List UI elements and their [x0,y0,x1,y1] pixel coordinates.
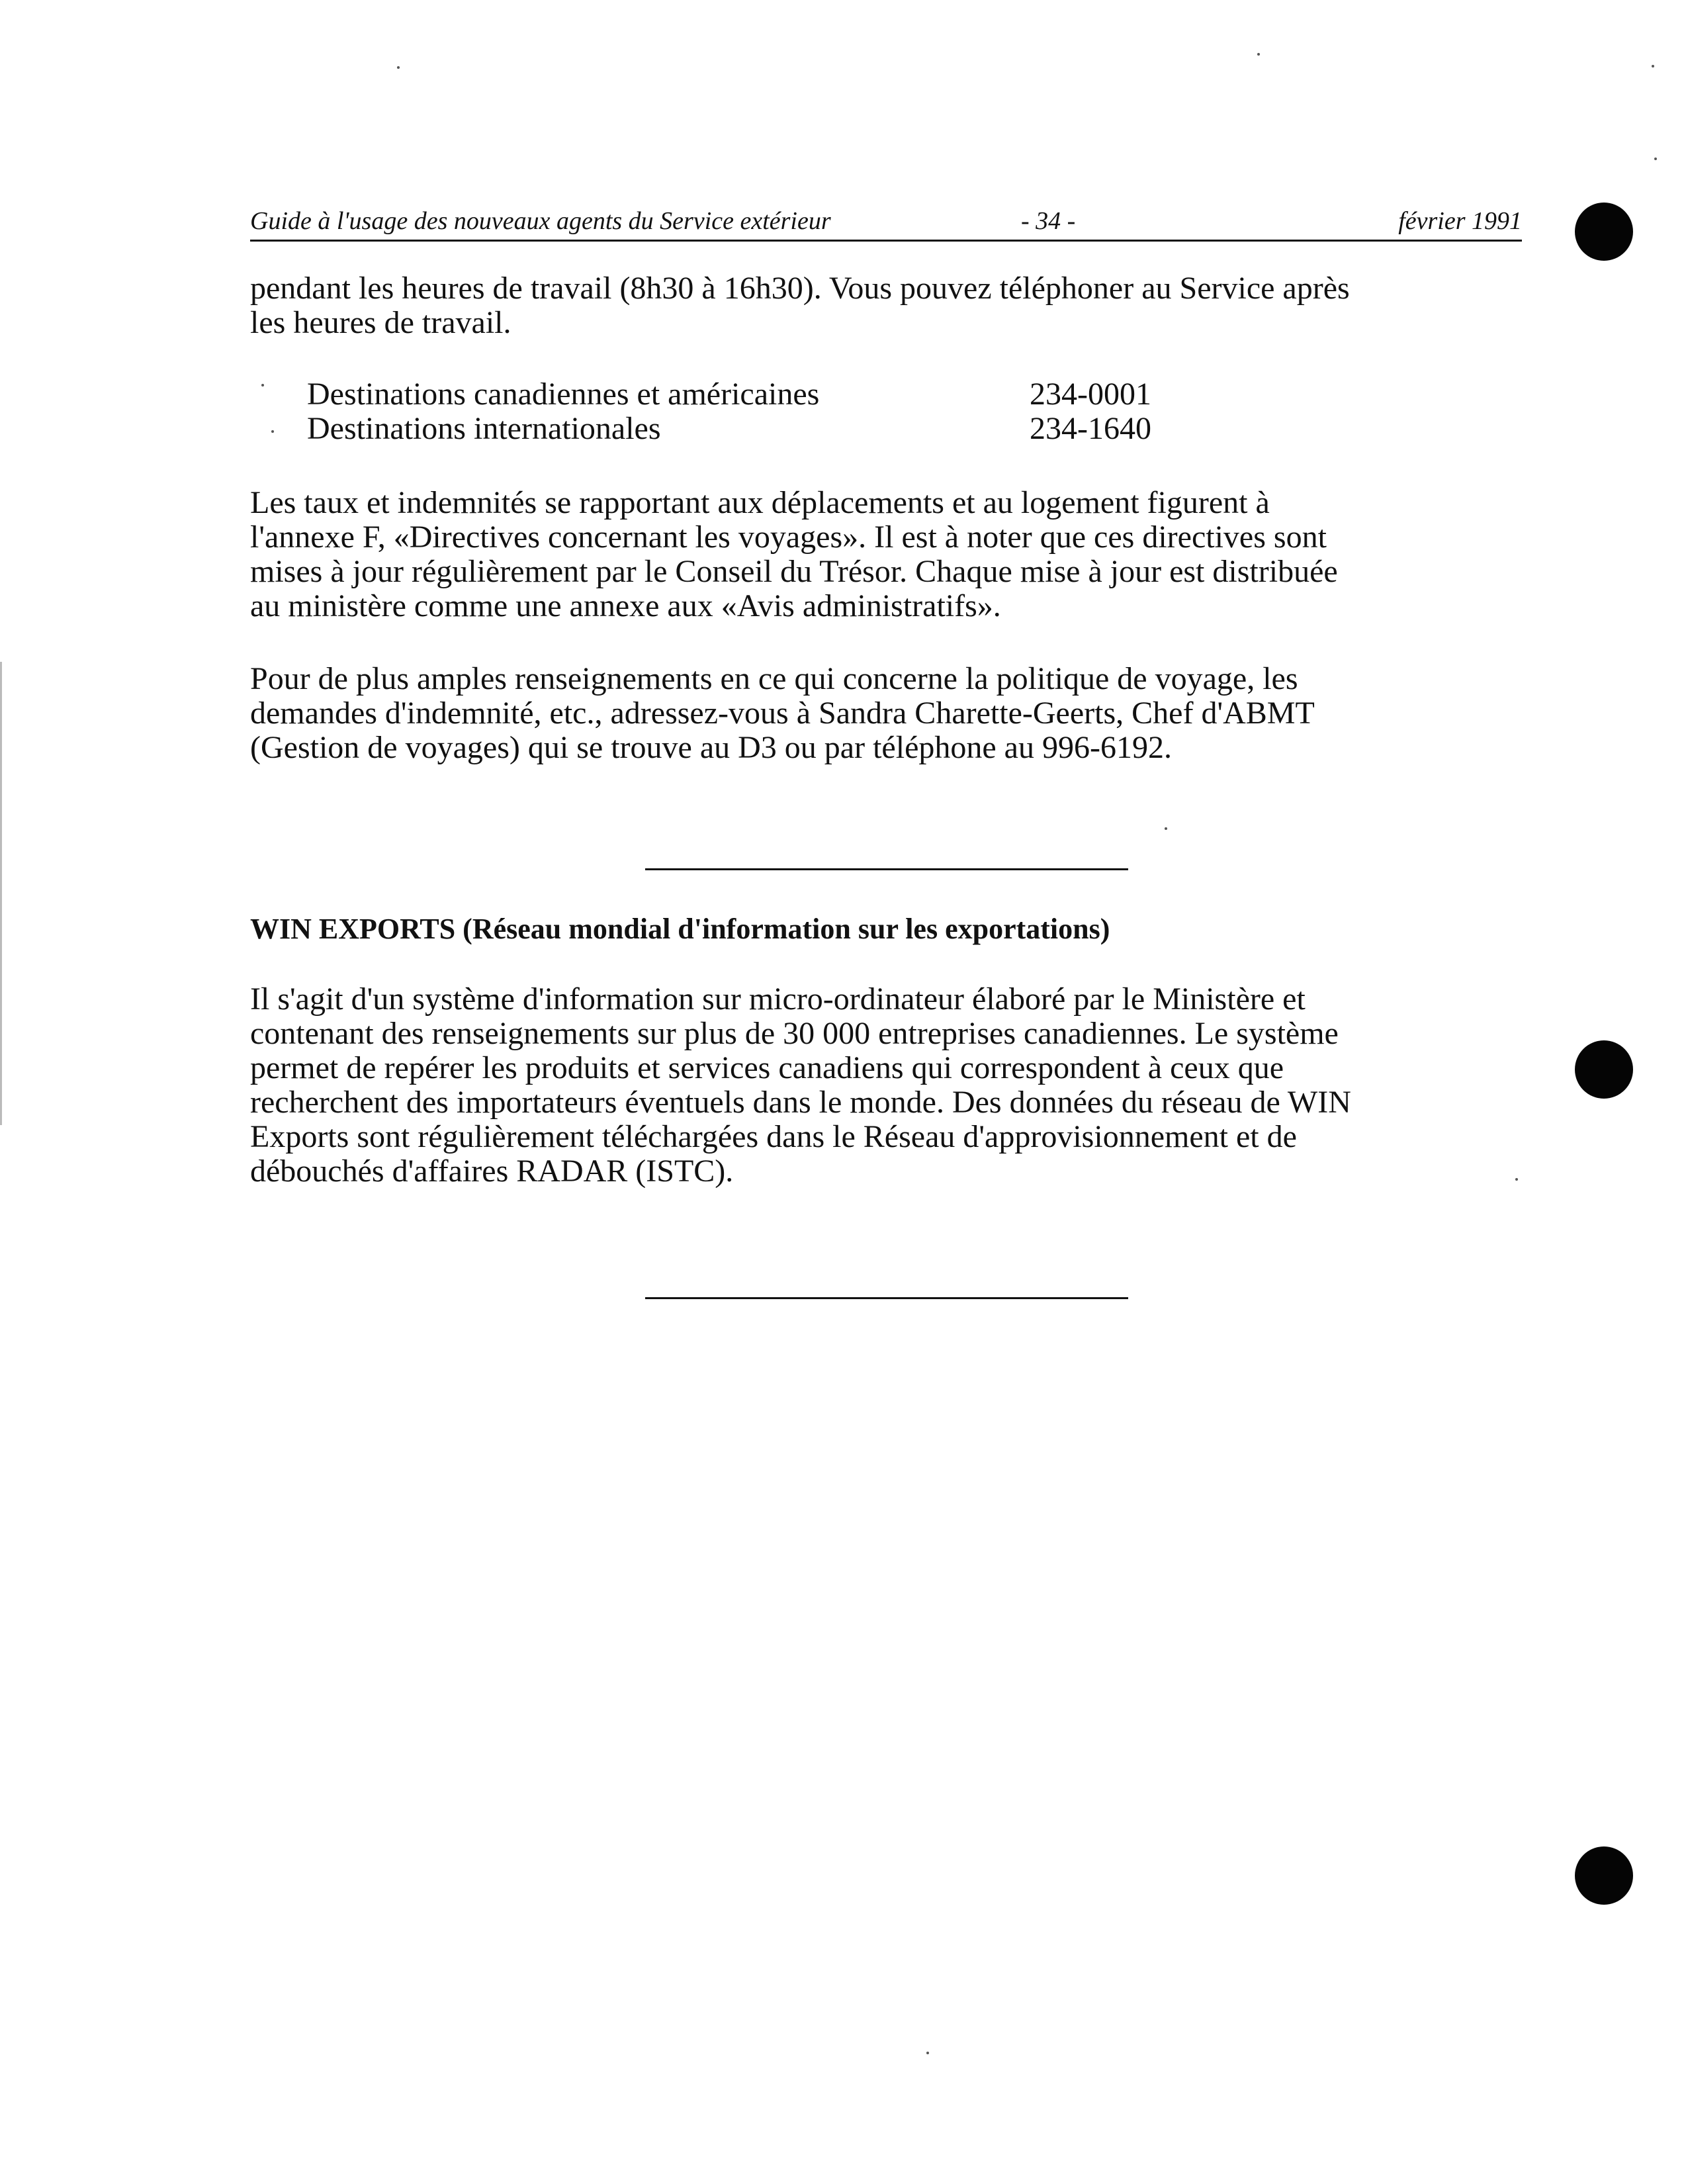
binder-hole [1575,1846,1633,1905]
destination-label: Destinations canadiennes et américaines [307,377,820,412]
text-line: Il s'agit d'un système d'information sur micro-ordinateur élaboré par le Ministère et [250,981,1306,1017]
scan-speck [1165,827,1167,830]
text-line: pendant les heures de travail (8h30 à 16h30). Vous pouvez téléphoner au Service après [250,271,1350,306]
scan-speck [271,430,274,433]
text-line: recherchent des importateurs éventuels dans le monde. Des données du réseau de WIN [250,1085,1351,1120]
section-divider [645,868,1128,870]
text-line: Pour de plus amples renseignements en ce qui concerne la politique de voyage, les [250,661,1298,696]
scan-speck [397,66,400,69]
header-title: Guide à l'usage des nouveaux agents du Service extérieur [250,207,831,235]
text-line: Exports sont régulièrement téléchargées dans le Réseau d'approvisionnement et de [250,1119,1297,1154]
text-line: débouchés d'affaires RADAR (ISTC). [250,1154,734,1189]
header-page-number: - 34 - [1021,207,1076,235]
header-date: février 1991 [1398,207,1522,235]
destination-label: Destinations internationales [307,411,661,446]
scan-speck [261,384,264,387]
section-divider [645,1297,1128,1299]
destination-number: 234-1640 [1030,411,1151,446]
scan-speck [1654,158,1657,160]
binder-hole [1575,1040,1633,1099]
text-line: contenant des renseignements sur plus de 30 000 entreprises canadiennes. Le système [250,1016,1339,1051]
text-line: l'annexe F, «Directives concernant les voyages». Il est à noter que ces directives sont [250,520,1327,555]
destination-number: 234-0001 [1030,377,1151,412]
text-line: au ministère comme une annexe aux «Avis administratifs». [250,588,1001,623]
text-line: Les taux et indemnités se rapportant aux déplacements et au logement figurent à [250,485,1270,520]
text-line: permet de repérer les produits et services canadiens qui correspondent à ceux que [250,1050,1284,1085]
text-line: mises à jour régulièrement par le Conseil du Trésor. Chaque mise à jour est distribuée [250,554,1338,589]
binder-hole [1575,203,1633,261]
page-header [250,200,1522,242]
intro-paragraph [250,271,1522,340]
section-heading: WIN EXPORTS (Réseau mondial d'information sur les exportations) [250,913,1110,945]
contact-paragraph [250,662,1522,765]
text-line: les heures de travail. [250,305,511,340]
win-paragraph [250,982,1522,1189]
scan-edge [0,662,2,1125]
scan-speck [1515,1178,1518,1181]
text-line: demandes d'indemnité, etc., adressez-vous à Sandra Charette-Geerts, Chef d'ABMT [250,696,1315,731]
rates-paragraph [250,486,1522,623]
scan-speck [1652,65,1654,68]
scan-speck [926,2052,929,2054]
text-line: (Gestion de voyages) qui se trouve au D3 ou par téléphone au 996-6192. [250,730,1172,765]
scan-speck [1257,53,1260,56]
